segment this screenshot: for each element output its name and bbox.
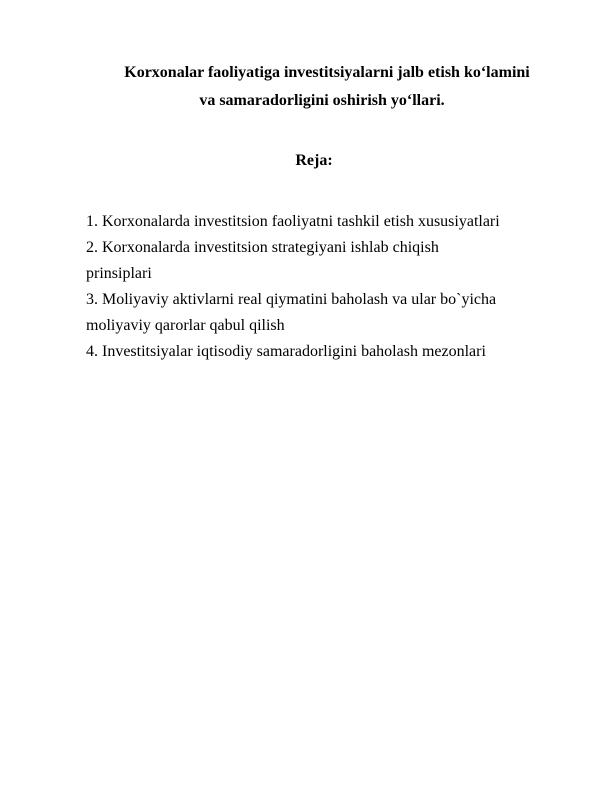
plan-item-3 (86, 287, 586, 339)
plan-item-2 (86, 235, 586, 287)
plan-heading: Reja: (295, 152, 333, 169)
plan-item-3-continuation: moliyaviy qarorlar qabul qilish (86, 317, 285, 334)
plan-list (86, 209, 586, 365)
plan-item-4-text: 4. Investitsiyalar iqtisodiy samaradorligini baholash mezonlari (86, 343, 486, 360)
document-title-line-2: va samaradorligini oshirish yo‘llari. (199, 92, 445, 109)
plan-item-1-text: 1. Korxonalarda investitsion faoliyatni tashkil etish xususiyatlari (86, 213, 500, 230)
plan-item-4 (86, 339, 586, 365)
plan-item-2-text: 2. Korxonalarda investitsion strategiyani ishlab chiqish (86, 239, 439, 256)
plan-item-1 (86, 209, 586, 235)
document-title-line-1: Korxonalar faoliyatiga investitsiyalarni jalb etish ko‘lamini (124, 64, 530, 81)
plan-item-2-continuation: prinsiplari (86, 265, 152, 282)
plan-item-3-text: 3. Moliyaviy aktivlarni real qiymatini baholash va ular bo`yicha (86, 291, 497, 308)
